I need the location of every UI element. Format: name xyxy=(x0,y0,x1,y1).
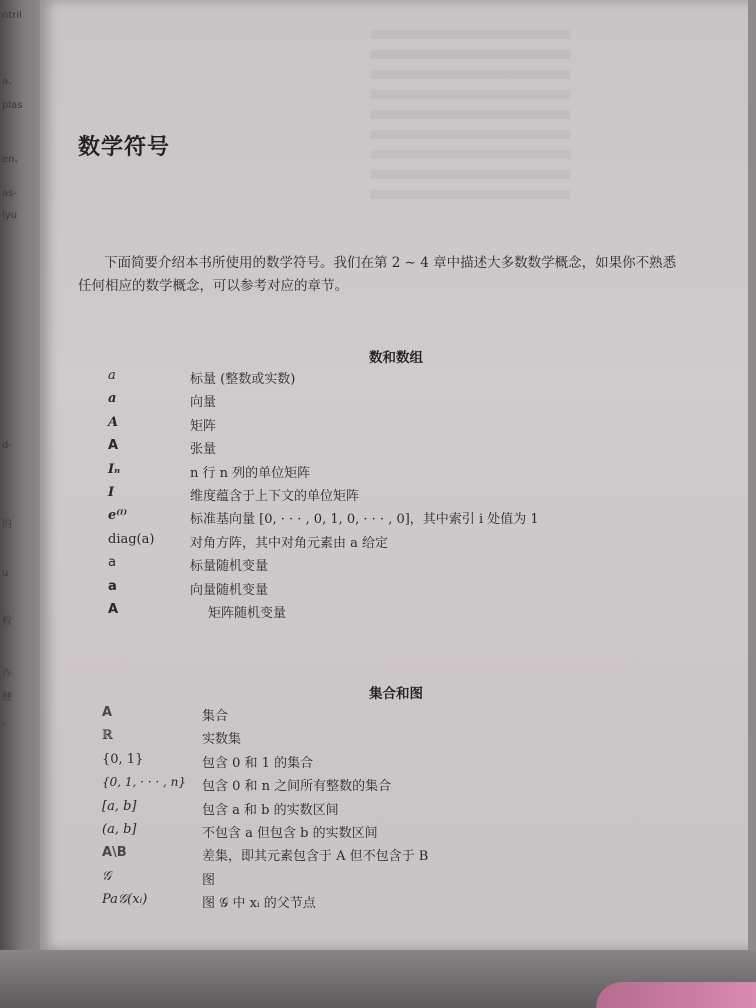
symbol: {0, 1, · · · , n} xyxy=(102,775,187,790)
section-heading-sets-graphs: 集合和图 xyxy=(369,686,423,702)
page-edge xyxy=(748,0,756,950)
description: 包含 0 和 1 的集合 xyxy=(202,755,314,771)
symbol: Pa𝒢(xᵢ) xyxy=(102,892,148,908)
description: 集合 xyxy=(202,709,229,724)
table-row xyxy=(108,438,708,461)
pink-object xyxy=(596,982,756,1008)
table-row xyxy=(102,822,702,845)
symbol-list-sets xyxy=(102,705,702,916)
table-surface xyxy=(0,950,756,1008)
spine-fragment: ntril xyxy=(2,10,22,21)
description: 实数集 xyxy=(202,732,242,748)
symbol: {0, 1} xyxy=(102,751,144,767)
spine-fragment: 作 xyxy=(2,669,12,680)
symbol: a xyxy=(108,555,116,571)
spine-fragment: iyu xyxy=(2,210,18,221)
table-row xyxy=(102,775,702,798)
table-row xyxy=(102,728,702,751)
intro-paragraph: 下面简要介绍本书所使用的数学符号。我们在第 2 ∼ 4 章中描述大多数数学概念，如果你不熟悉任何相应的数学概念，可以参考对应的章节。 xyxy=(78,255,677,294)
table-row xyxy=(102,892,702,915)
symbol: diag(a) xyxy=(108,531,155,547)
description: 张量 xyxy=(190,442,217,458)
table-row xyxy=(102,705,702,728)
description: 包含 a 和 b 的实数区间 xyxy=(202,802,339,818)
symbol: A xyxy=(108,438,119,454)
spine-fragment: as- xyxy=(2,188,17,199)
table-row xyxy=(102,869,702,892)
symbol: A xyxy=(108,601,119,617)
description: 向量 xyxy=(190,395,217,411)
table-row xyxy=(102,799,702,822)
description: 对角方阵，其中对角元素由 a 给定 xyxy=(190,535,389,551)
spine-fragment: a、 xyxy=(2,76,19,87)
description: 图 xyxy=(202,872,216,888)
description: 不包含 a 但包含 b 的实数区间 xyxy=(202,825,378,841)
symbol: Iₙ xyxy=(108,461,121,477)
table-row xyxy=(108,368,708,391)
symbol: [a, b] xyxy=(102,798,137,814)
table-row xyxy=(108,415,708,438)
symbol: I xyxy=(108,484,115,500)
spine-fragment: 。 xyxy=(2,716,12,727)
spine-fragment: en、 xyxy=(2,154,25,165)
spine-fragment: 检 xyxy=(2,616,12,627)
symbol: a xyxy=(108,578,117,594)
description: 包含 0 和 n 之间所有整数的集合 xyxy=(202,779,392,795)
table-row xyxy=(108,462,708,485)
spine-fragment: plas xyxy=(2,100,23,111)
symbol: a xyxy=(108,368,116,383)
description: 标量随机变量 xyxy=(190,559,269,575)
symbol: a xyxy=(108,391,117,407)
description: n 行 n 列的单位矩阵 xyxy=(190,465,311,481)
symbol: A xyxy=(108,414,119,430)
symbol: e⁽ⁱ⁾ xyxy=(108,508,128,524)
bleed-through xyxy=(370,30,570,200)
book-page xyxy=(40,0,752,950)
spine-fragment: d- xyxy=(2,440,12,451)
description: 维度蕴含于上下文的单位矩阵 xyxy=(190,488,360,504)
description: 标量 (整数或实数) xyxy=(190,372,296,387)
table-row xyxy=(108,579,708,602)
description: 矩阵 xyxy=(190,418,217,434)
description: 矩阵随机变量 xyxy=(208,605,287,621)
table-row xyxy=(108,602,708,625)
symbol: 𝒢 xyxy=(102,868,112,884)
section-heading-numbers-arrays: 数和数组 xyxy=(369,350,423,366)
symbol-list-numbers xyxy=(108,368,708,625)
symbol: A\B xyxy=(102,845,127,861)
table-row xyxy=(102,752,702,775)
spine-fragment: 梗 xyxy=(2,692,12,703)
table-row xyxy=(108,391,708,414)
book-spine xyxy=(0,0,40,1008)
table-row xyxy=(108,485,708,508)
symbol: A xyxy=(102,705,113,720)
description: 图 𝒢 中 xᵢ 的父节点 xyxy=(202,896,316,912)
symbol: (a, b] xyxy=(102,821,137,837)
table-row xyxy=(108,508,708,531)
spine-fragment: u xyxy=(2,568,9,579)
description: 向量随机变量 xyxy=(190,582,269,598)
description: 差集，即其元素包含于 A 但不包含于 B xyxy=(202,849,429,865)
table-row xyxy=(108,555,708,578)
page-title: 数学符号 xyxy=(78,135,171,160)
description: 标准基向量 [0, · · · , 0, 1, 0, · · · , 0]，其中索引 i 处值为 1 xyxy=(190,512,539,528)
spine-fragment: 的 xyxy=(2,519,12,530)
table-row xyxy=(108,532,708,555)
symbol: ℝ xyxy=(102,728,113,744)
table-row xyxy=(102,845,702,868)
